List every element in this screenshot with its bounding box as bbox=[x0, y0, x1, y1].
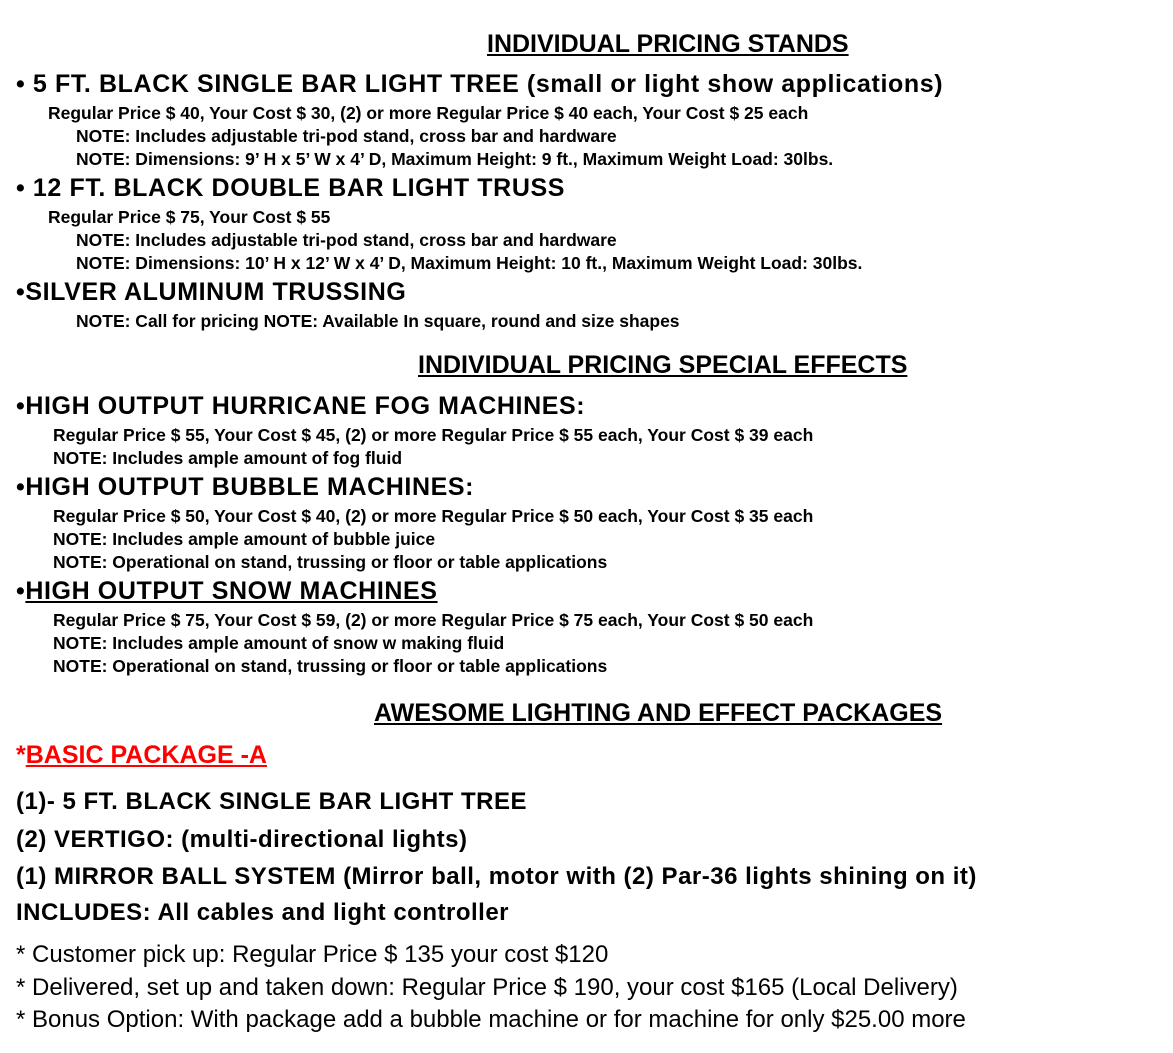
stand-item-light-truss-title: • 12 FT. BLACK DOUBLE BAR LIGHT TRUSS bbox=[16, 174, 566, 202]
stand-item-trussing-title: •SILVER ALUMINUM TRUSSING bbox=[16, 278, 407, 306]
effect-fog-title: •HIGH OUTPUT HURRICANE FOG MACHINES: bbox=[16, 392, 586, 420]
effect-bubble-title: •HIGH OUTPUT BUBBLE MACHINES: bbox=[16, 473, 475, 501]
package-basic-line-vertigo: (2) VERTIGO: (multi-directional lights) bbox=[16, 826, 468, 853]
effect-snow-bullet: • bbox=[16, 577, 26, 605]
stand-item-light-truss-dimensions: NOTE: Dimensions: 10’ H x 12’ W x 4’ D, Maximum Height: 10 ft., Maximum Weight Load: 30lbs. bbox=[76, 253, 863, 273]
effect-bubble-note: NOTE: Includes ample amount of bubble juice bbox=[53, 529, 436, 549]
package-basic-option-delivered: * Delivered, set up and taken down: Regular Price $ 190, your cost $165 (Local Delivery) bbox=[16, 974, 958, 1001]
stand-item-light-tree-dimensions: NOTE: Dimensions: 9’ H x 5’ W x 4’ D, Maximum Height: 9 ft., Maximum Weight Load: 30lbs. bbox=[76, 149, 834, 169]
stand-item-trussing-note: NOTE: Call for pricing NOTE: Available In square, round and size shapes bbox=[76, 311, 680, 331]
package-basic-option-bonus: * Bonus Option: With package add a bubble machine or for machine for only $25.00 more bbox=[16, 1006, 966, 1033]
stands-heading: INDIVIDUAL PRICING STANDS bbox=[487, 30, 849, 58]
package-basic-star: * bbox=[16, 741, 26, 769]
package-basic-option-pickup: * Customer pick up: Regular Price $ 135 your cost $120 bbox=[16, 941, 609, 968]
effect-snow-title bbox=[16, 577, 438, 606]
package-basic-title-text: BASIC PACKAGE -A bbox=[25, 741, 267, 769]
package-basic-line-includes: INCLUDES: All cables and light controller bbox=[16, 899, 509, 926]
stand-item-light-truss-note: NOTE: Includes adjustable tri-pod stand, cross bar and hardware bbox=[76, 230, 617, 250]
stand-item-light-truss-price: Regular Price $ 75, Your Cost $ 55 bbox=[48, 207, 331, 227]
effect-bubble-note-2: NOTE: Operational on stand, trussing or floor or table applications bbox=[53, 552, 608, 572]
stand-item-light-tree-title: • 5 FT. BLACK SINGLE BAR LIGHT TREE (small or light show applications) bbox=[16, 70, 944, 98]
effect-snow-title-text: HIGH OUTPUT SNOW MACHINES bbox=[25, 577, 438, 605]
package-basic-line-light-tree: (1)- 5 FT. BLACK SINGLE BAR LIGHT TREE bbox=[16, 788, 527, 815]
packages-heading: AWESOME LIGHTING AND EFFECT PACKAGES bbox=[374, 699, 943, 727]
effect-bubble-price: Regular Price $ 50, Your Cost $ 40, (2) or more Regular Price $ 50 each, Your Cost $ 35 each bbox=[53, 506, 814, 526]
stand-item-light-tree-note: NOTE: Includes adjustable tri-pod stand, cross bar and hardware bbox=[76, 126, 617, 146]
effect-fog-price: Regular Price $ 55, Your Cost $ 45, (2) or more Regular Price $ 55 each, Your Cost $ 39 each bbox=[53, 425, 814, 445]
stand-item-light-tree-price: Regular Price $ 40, Your Cost $ 30, (2) or more Regular Price $ 40 each, Your Cost $ 25 each bbox=[48, 103, 809, 123]
effect-snow-note: NOTE: Includes ample amount of snow w making fluid bbox=[53, 633, 505, 653]
effect-snow-price: Regular Price $ 75, Your Cost $ 59, (2) or more Regular Price $ 75 each, Your Cost $ 50 each bbox=[53, 610, 814, 630]
package-basic-title bbox=[16, 741, 267, 770]
effect-fog-note: NOTE: Includes ample amount of fog fluid bbox=[53, 448, 403, 468]
effects-heading: INDIVIDUAL PRICING SPECIAL EFFECTS bbox=[418, 351, 908, 379]
package-basic-line-mirror-ball: (1) MIRROR BALL SYSTEM (Mirror ball, motor with (2) Par-36 lights shining on it) bbox=[16, 863, 977, 890]
effect-snow-note-2: NOTE: Operational on stand, trussing or floor or table applications bbox=[53, 656, 608, 676]
